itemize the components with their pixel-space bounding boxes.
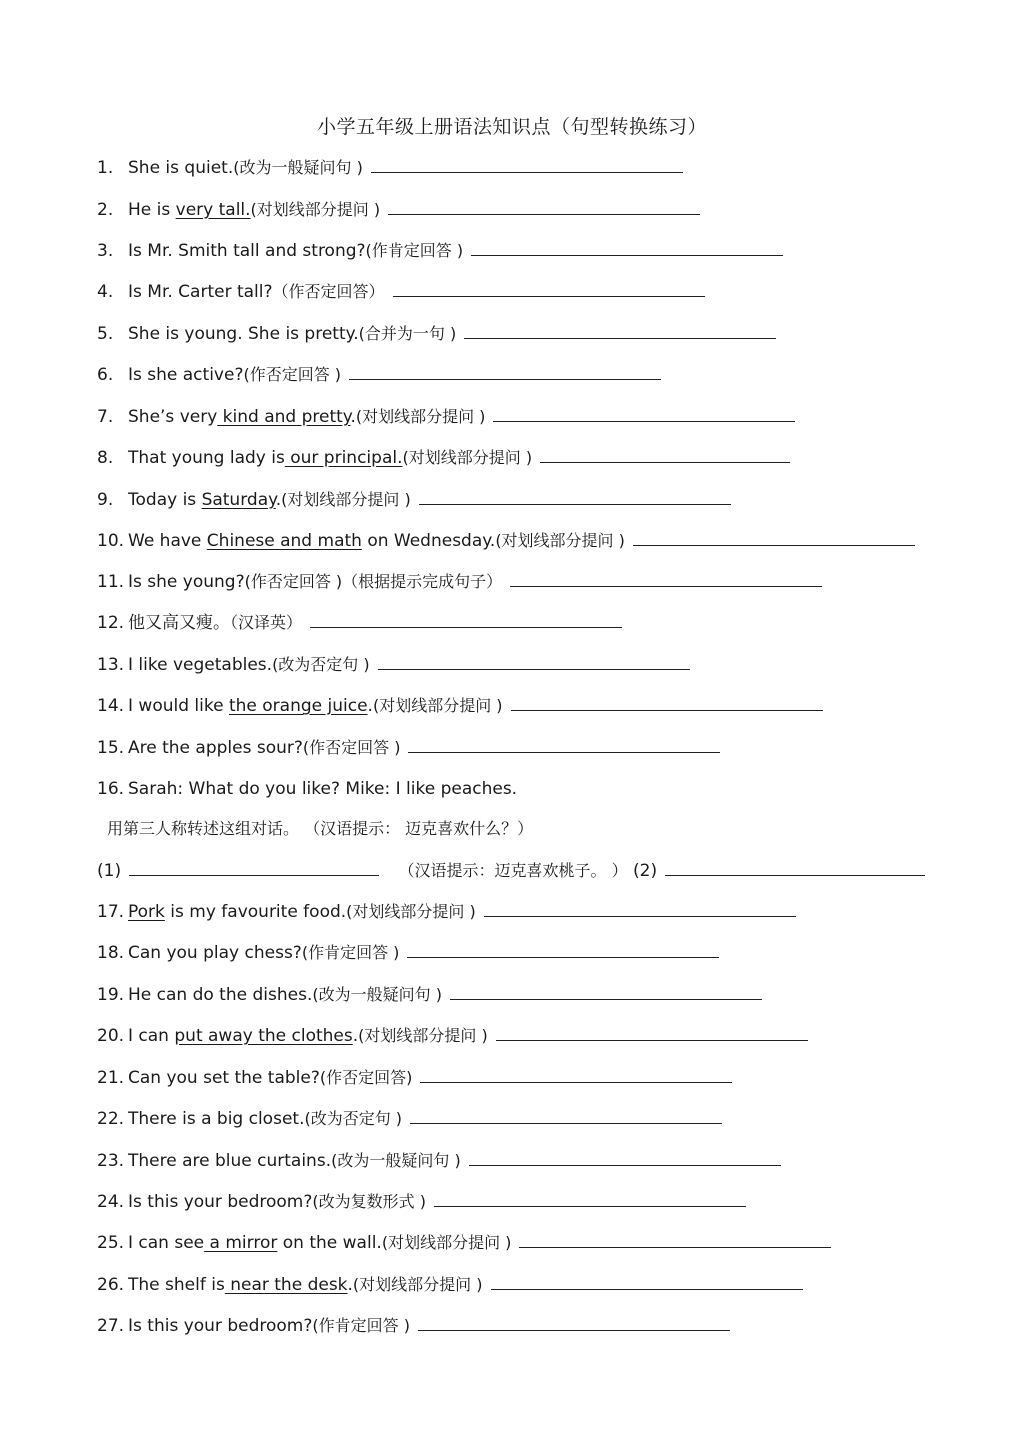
exercise-item [97, 610, 622, 636]
answer-blank[interactable] [408, 751, 720, 753]
exercise-item [97, 155, 683, 181]
answer-blank[interactable] [371, 171, 683, 173]
item-number: 23. [97, 1151, 125, 1171]
item-text: Is Mr. Carter tall? [128, 282, 273, 302]
item-instruction: （汉译英） [230, 613, 303, 632]
answer-blank[interactable] [407, 956, 719, 958]
item-number: 9. [97, 490, 114, 510]
answer-blank[interactable] [349, 378, 661, 380]
item-text: I can see [128, 1233, 205, 1253]
answer-blank[interactable] [464, 337, 776, 339]
item-number: 26. [97, 1275, 125, 1295]
item-number: 4. [97, 282, 114, 302]
item-text: I can [128, 1026, 175, 1046]
item-text: Sarah: What do you like? Mike: I like peaches. [128, 779, 518, 799]
item-instruction: (作肯定回答 ) [301, 943, 400, 962]
item-instruction: (改为否定句 ) [304, 1109, 403, 1128]
item-number: 17. [97, 902, 125, 922]
item-instruction: (改为复数形式 ) [312, 1192, 426, 1211]
item-text: The shelf is [128, 1275, 225, 1295]
item-text: There is a big closet. [128, 1109, 305, 1129]
exercise-item [97, 1106, 722, 1132]
underlined-part: Saturday [201, 490, 276, 510]
item-number: 13. [97, 655, 125, 675]
item-instruction: (作肯定回答 ) [312, 1316, 410, 1335]
item-instruction: (作否定回答 ) [302, 738, 401, 757]
answer-blank[interactable] [519, 1246, 831, 1248]
answer-blank[interactable] [378, 668, 690, 670]
underlined-part: very tall. [175, 200, 251, 220]
exercise-item [97, 1272, 803, 1298]
exercise-item [97, 899, 796, 925]
item-instruction: (对划线部分提问 ) [346, 902, 476, 921]
item-number: 5. [97, 324, 114, 344]
answer-blank[interactable] [633, 544, 915, 546]
answer-blank[interactable] [129, 874, 379, 876]
q16-answer-label-2: (2) [633, 861, 658, 881]
item-instruction: (改为一般疑问句 ) [233, 158, 363, 177]
item-number: 14. [97, 696, 125, 716]
item-instruction: (作否定回答 )（根据提示完成句子） [244, 572, 503, 591]
underlined-part: near the desk [224, 1275, 348, 1295]
item-number: 25. [97, 1233, 125, 1253]
exercise-item [97, 735, 720, 761]
item-number: 3. [97, 241, 114, 261]
exercise-item [97, 404, 795, 430]
item-instruction: (作否定回答 ) [243, 365, 342, 384]
answer-blank[interactable] [410, 1122, 722, 1124]
item-instruction: (对划线部分提问 ) [352, 1275, 483, 1294]
item-text: Are the apples sour? [128, 738, 303, 758]
exercise-item [97, 693, 823, 719]
item-text-end: . [367, 696, 373, 716]
answer-blank[interactable] [471, 254, 783, 256]
item-text: That young lady is [128, 448, 285, 468]
answer-blank[interactable] [310, 626, 622, 628]
exercise-item [97, 1189, 746, 1215]
item-text-end: . [352, 1026, 359, 1046]
item-instruction: (对划线部分提问 ) [372, 696, 503, 715]
item-text: Is she active? [128, 365, 244, 385]
item-text-end: . [275, 490, 282, 510]
answer-blank[interactable] [665, 874, 925, 876]
item-instruction: (对划线部分提问 ) [355, 407, 486, 426]
item-text: Is this your bedroom? [128, 1192, 313, 1212]
item-instruction: (改为一般疑问句 ) [312, 985, 442, 1004]
item-instruction: (对划线部分提问 ) [281, 490, 411, 509]
exercise-item [97, 776, 517, 802]
item-number: 16. [97, 779, 125, 799]
item-number: 19. [97, 985, 125, 1005]
item-text: She is quiet. [128, 158, 234, 178]
underlined-part: Pork [128, 902, 165, 922]
exercise-item [97, 1313, 730, 1339]
exercise-item [97, 940, 719, 966]
underlined-part: the orange juice [228, 696, 368, 716]
exercise-item [97, 528, 915, 554]
answer-blank[interactable] [393, 295, 705, 297]
item-text: She’s very [128, 407, 218, 427]
exercise-item [97, 1230, 831, 1256]
item-instruction: (对划线部分提问 ) [358, 1026, 488, 1045]
q16-instruction: 用第三人称转述这组对话。 （汉语提示： 迈克喜欢什么？） [107, 819, 534, 838]
item-instruction: (改为否定句 ) [272, 655, 370, 674]
answer-blank[interactable] [418, 1329, 730, 1331]
item-text: Today is [128, 490, 202, 510]
exercise-item [97, 279, 705, 305]
answer-blank[interactable] [496, 1039, 808, 1041]
item-number: 7. [97, 407, 114, 427]
answer-blank[interactable] [491, 1288, 803, 1290]
exercise-item [97, 362, 661, 388]
exercise-item [97, 487, 731, 513]
answer-blank[interactable] [484, 915, 796, 917]
item-instruction: (作否定回答) [319, 1068, 413, 1087]
item-text: We have [128, 531, 207, 551]
page-title: 小学五年级上册语法知识点（句型转换练习） [316, 116, 707, 138]
answer-blank[interactable] [419, 503, 731, 505]
answer-blank[interactable] [434, 1205, 746, 1207]
item-text: She is young. She is pretty. [128, 324, 359, 344]
item-instruction: (改为一般疑问句 ) [331, 1151, 461, 1170]
exercise-item [97, 321, 776, 347]
exercise-item [97, 238, 783, 264]
answer-blank[interactable] [493, 420, 795, 422]
item-number: 22. [97, 1109, 125, 1129]
item-number: 21. [97, 1068, 125, 1088]
exercise-item [97, 1023, 808, 1049]
item-text: He can do the dishes. [128, 985, 313, 1005]
item-instruction: (作肯定回答 ) [365, 241, 464, 260]
item-text: Can you set the table? [128, 1068, 320, 1088]
item-number: 24. [97, 1192, 125, 1212]
item-text-end: . [350, 407, 356, 427]
underlined-part: our principal. [284, 448, 403, 468]
item-instruction: （作否定回答） [272, 282, 385, 301]
item-text: Is she young? [128, 572, 245, 592]
exercise-item [97, 1148, 781, 1174]
item-number: 12. [97, 613, 125, 633]
answer-blank[interactable] [540, 461, 790, 463]
item-number: 1. [97, 158, 114, 178]
answer-blank[interactable] [450, 998, 762, 1000]
item-number: 15. [97, 738, 125, 758]
item-text: Is this your bedroom? [128, 1316, 313, 1336]
answer-blank[interactable] [469, 1164, 781, 1166]
item-instruction: (对划线部分提问 ) [495, 531, 625, 550]
underlined-part: kind and pretty [217, 407, 351, 427]
item-instruction: (合并为一句 ) [358, 324, 457, 343]
answer-blank[interactable] [420, 1081, 732, 1083]
exercise-item [97, 569, 822, 595]
underlined-part: Chinese and math [206, 531, 362, 551]
underlined-part: a mirror [204, 1233, 278, 1253]
item-text: Is Mr. Smith tall and strong? [128, 241, 366, 261]
item-instruction: (对划线部分提问 ) [250, 200, 381, 219]
item-text: There are blue curtains. [128, 1151, 332, 1171]
exercise-item [97, 652, 690, 678]
answer-blank[interactable] [510, 585, 822, 587]
answer-blank[interactable] [511, 709, 823, 711]
item-text: I would like [128, 696, 229, 716]
item-text: I like vegetables. [128, 655, 273, 675]
item-instruction: (对划线部分提问 ) [381, 1233, 512, 1252]
item-text: 他又高又瘦。 [128, 613, 230, 633]
item-number: 20. [97, 1026, 125, 1046]
item-number: 10. [97, 531, 125, 551]
exercise-item [97, 982, 762, 1008]
item-number: 8. [97, 448, 114, 468]
q16-answer-label-1: (1) [97, 861, 122, 881]
item-text-end: is my favourite food. [164, 902, 347, 922]
item-text: He is [128, 200, 176, 220]
item-number: 2. [97, 200, 114, 220]
q16-answer-hint: （汉语提示：迈克喜欢桃子。 ） [398, 861, 628, 880]
exercise-item [97, 445, 790, 471]
exercise-item [97, 197, 700, 223]
q16-answer-row [97, 858, 925, 884]
item-number: 27. [97, 1316, 125, 1336]
underlined-part: put away the clothes [174, 1026, 353, 1046]
item-instruction: (对划线部分提问 ) [402, 448, 533, 467]
item-number: 18. [97, 943, 125, 963]
answer-blank[interactable] [388, 213, 700, 215]
item-number: 6. [97, 365, 114, 385]
item-text-end: on Wednesday. [361, 531, 496, 551]
item-text: Can you play chess? [128, 943, 302, 963]
item-text-end: . [347, 1275, 353, 1295]
item-text-end: on the wall. [277, 1233, 382, 1253]
exercise-item [97, 1065, 732, 1091]
item-number: 11. [97, 572, 125, 592]
